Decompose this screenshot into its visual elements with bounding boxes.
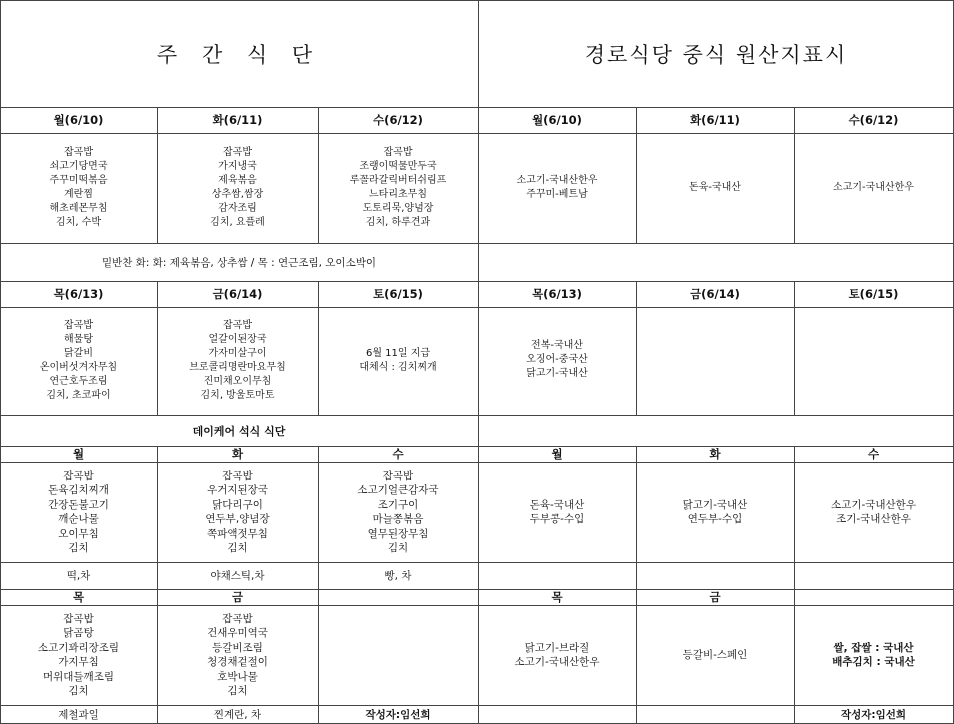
weekly-menu-title: 주 간 식 단 <box>156 42 322 67</box>
menu-item: 가지무침 <box>58 656 99 668</box>
menu-item: 가자미살구이 <box>208 348 267 359</box>
side-dish-note: 밑반찬 화: 화: 제육볶음, 상추쌈 / 목 : 연근조림, 오이소박이 <box>101 256 376 269</box>
menu-item: 오이무침 <box>58 527 99 540</box>
menu-item: 해물탕 <box>64 334 93 345</box>
menu-item: 김치, 수박 <box>56 217 101 228</box>
day-header: 금 <box>231 590 244 604</box>
menu-item: 상추쌈,쌈장 <box>211 189 264 200</box>
origin-cell <box>478 462 636 562</box>
menu-item: 간장돈불고기 <box>48 498 109 511</box>
day-header: 월 <box>551 447 563 461</box>
menu-item: 주꾸미떡볶음 <box>49 175 108 186</box>
snack-cell: 야채스틱,차 <box>210 570 265 582</box>
kimchi-origin: 배추김치 : 국내산 <box>832 656 915 668</box>
menu-item: 해초레몬무침 <box>49 203 108 214</box>
menu-item: 도토리묵,양념장 <box>362 203 434 214</box>
day-header: 화 <box>231 447 244 461</box>
menu-item: 잡곡밥 <box>63 469 94 482</box>
menu-item: 잡곡밥 <box>222 612 253 625</box>
menu-item: 청경채겉절이 <box>207 656 268 668</box>
menu-item: 감자조림 <box>218 203 257 214</box>
day-header: 목 <box>551 590 563 604</box>
menu-item: 김치 <box>227 542 248 554</box>
side-dish-note-cell <box>0 243 478 281</box>
menu-item: 조기구이 <box>377 498 419 511</box>
day-header: 금 <box>709 590 721 604</box>
menu-cell <box>157 462 318 562</box>
origin-item: 전복-국내산 <box>531 340 583 351</box>
origin-cell <box>636 462 794 562</box>
menu-item: 제육볶음 <box>218 175 257 186</box>
snack-cell: 제철과일 <box>58 708 99 721</box>
origin-item: 소고기-국내산한우 <box>831 499 916 511</box>
weekly-menu-title-cell <box>0 0 478 107</box>
origin-title: 경로식당 중식 원산지표시 <box>584 42 848 67</box>
menu-item: 잡곡밥 <box>222 469 253 482</box>
day-header: 수 <box>867 447 880 461</box>
menu-item: 진미채오이무침 <box>203 376 272 387</box>
day-header: 토(6/15) <box>373 287 423 301</box>
menu-item: 마늘쫑볶음 <box>372 513 424 525</box>
day-header: 수(6/12) <box>373 113 423 127</box>
menu-item: 김치, 방울토마토 <box>200 390 275 401</box>
daycare-title: 데이케어 석식 식단 <box>192 424 286 438</box>
menu-item: 김치 <box>227 685 248 697</box>
menu-item: 소고기꽈리장조림 <box>37 641 120 654</box>
menu-item: 잡곡밥 <box>382 469 414 482</box>
menu-item: 잡곡밥 <box>223 147 252 158</box>
menu-item: 돈육김치찌개 <box>48 484 109 496</box>
menu-item: 김치 <box>68 542 89 554</box>
menu-cell <box>157 307 318 415</box>
day-header: 수 <box>392 447 404 461</box>
menu-cell <box>157 133 318 243</box>
menu-item: 얼갈이된장국 <box>208 334 267 345</box>
menu-item: 김치, 요플레 <box>210 217 265 228</box>
origin-item: 닭고기-브라질 <box>524 642 590 654</box>
author-left: 작성자:임선희 <box>365 708 431 721</box>
origin-item: 돈육-국내산 <box>529 499 585 511</box>
menu-item: 열무된장무침 <box>367 527 429 540</box>
origin-item: 닭고기-국내산 <box>526 368 588 379</box>
origin-item: 두부콩-수입 <box>529 513 585 525</box>
day-header: 화 <box>709 447 721 461</box>
menu-item: 잡곡밥 <box>64 147 93 158</box>
rice-kimchi-origin-cell <box>794 605 953 705</box>
day-header: 목(6/13) <box>53 287 104 301</box>
menu-item: 김치, 하루견과 <box>365 217 431 228</box>
menu-item: 잡곡밥 <box>64 320 93 331</box>
origin-cell <box>478 133 636 243</box>
menu-item: 쇠고기당면국 <box>49 161 108 172</box>
menu-cell <box>318 462 478 562</box>
author-right: 작성자:임선희 <box>840 708 907 721</box>
menu-item: 가지냉국 <box>218 161 257 172</box>
snack-cell: 빵, 차 <box>384 570 412 582</box>
origin-item: 오징어-중국산 <box>526 354 588 365</box>
menu-item: 연근호두조림 <box>49 376 108 387</box>
origin-item: 조기-국내산한우 <box>836 513 911 525</box>
menu-item: 우거지된장국 <box>207 484 268 496</box>
menu-cell <box>0 133 157 243</box>
origin-cell <box>636 605 794 705</box>
menu-cell <box>318 133 478 243</box>
menu-item: 쪽파액젓무침 <box>207 527 268 540</box>
day-header: 목 <box>72 590 85 604</box>
menu-item: 소고기얼큰감자국 <box>357 484 439 496</box>
origin-cell <box>478 307 636 415</box>
origin-item: 등갈비-스페인 <box>682 649 748 661</box>
menu-item: 김치 <box>68 685 89 697</box>
day-header: 목(6/13) <box>532 287 582 301</box>
menu-cell <box>0 462 157 562</box>
day-header: 금(6/14) <box>212 287 263 301</box>
origin-item: 돈육-국내산 <box>689 182 741 193</box>
day-header: 토(6/15) <box>848 287 899 301</box>
menu-item: 조랭이떡물만두국 <box>359 161 437 172</box>
menu-item: 연두부,양념장 <box>205 513 270 525</box>
origin-cell <box>794 133 953 243</box>
origin-item: 주꾸미-베트남 <box>526 189 588 200</box>
origin-title-cell <box>478 0 954 107</box>
menu-item: 대체식 : 김치찌개 <box>359 362 437 373</box>
menu-item: 닭곰탕 <box>63 627 94 639</box>
menu-cell <box>0 307 157 415</box>
menu-item: 김치 <box>387 542 409 554</box>
day-header: 화(6/11) <box>212 113 263 127</box>
day-header: 월 <box>72 447 85 461</box>
day-header: 월(6/10) <box>532 113 582 127</box>
menu-item: 닭다리구이 <box>212 498 263 511</box>
origin-item: 연두부-수입 <box>687 513 743 525</box>
day-header: 금(6/14) <box>690 287 740 301</box>
snack-cell: 찐계란, 차 <box>213 708 262 721</box>
menu-item: 느타리초무침 <box>369 189 427 200</box>
menu-item: 건새우미역국 <box>207 627 268 639</box>
rice-origin: 쌀, 잡쌀 : 국내산 <box>833 642 914 654</box>
menu-item: 머위대들깨조림 <box>42 670 114 683</box>
origin-cell <box>636 133 794 243</box>
menu-cell <box>157 605 318 705</box>
menu-item: 계란찜 <box>64 189 93 200</box>
menu-cell <box>318 307 478 415</box>
menu-item: 6월 11일 지급 <box>365 348 431 359</box>
menu-item: 브로콜리명란마요무침 <box>189 362 286 373</box>
menu-item: 잡곡밥 <box>383 147 413 158</box>
menu-item: 온이버섯겨자무침 <box>39 362 118 373</box>
day-header: 화(6/11) <box>690 113 740 127</box>
origin-item: 소고기-국내산한우 <box>514 656 600 668</box>
origin-item: 닭고기-국내산 <box>682 499 748 511</box>
menu-item: 호박나물 <box>217 670 258 683</box>
menu-item: 루꼴라갈릭버터쉬림프 <box>349 175 447 186</box>
origin-cell <box>478 605 636 705</box>
menu-item: 닭갈비 <box>64 348 93 359</box>
day-header: 수(6/12) <box>848 113 899 127</box>
origin-cell <box>794 462 953 562</box>
menu-item: 잡곡밥 <box>223 320 252 331</box>
menu-item: 깨순나물 <box>58 513 99 525</box>
menu-item: 김치, 초코파이 <box>46 390 111 401</box>
menu-item: 잡곡밥 <box>63 612 94 625</box>
origin-item: 소고기-국내산한우 <box>516 175 598 186</box>
day-header: 월(6/10) <box>53 113 104 127</box>
menu-item: 등갈비조림 <box>212 641 263 654</box>
menu-cell <box>0 605 157 705</box>
snack-cell: 떡,차 <box>66 570 91 582</box>
origin-item: 소고기-국내산한우 <box>833 182 914 193</box>
